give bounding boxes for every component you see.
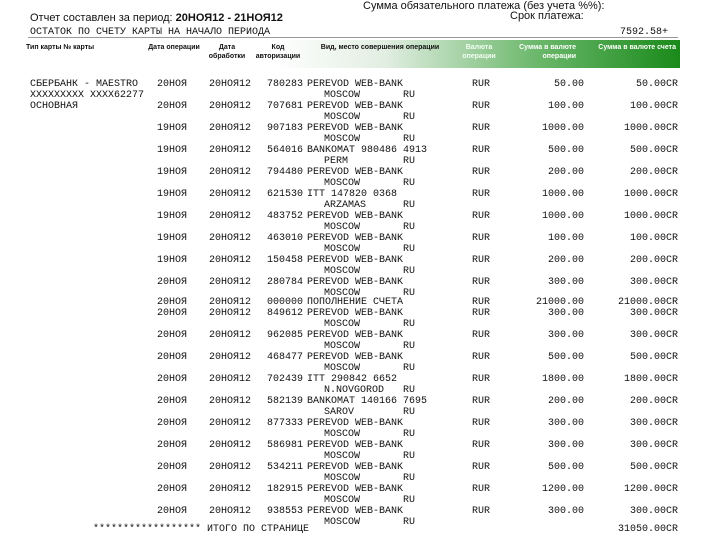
operation-description: PEREVOD WEB-BANK	[307, 506, 404, 517]
amount-operation: 300.00	[547, 308, 584, 319]
amount-account: 100.00CR	[629, 101, 678, 112]
operation-country: RU	[403, 385, 416, 396]
amount-operation: 300.00	[547, 277, 584, 288]
amount-operation: 500.00	[547, 462, 584, 473]
operation-city: MOSCOW	[324, 473, 361, 484]
amount-operation: 500.00	[547, 145, 584, 156]
auth-code: 534211	[267, 462, 304, 473]
amount-account: 500.00CR	[629, 462, 678, 473]
op-date: 20НОЯ	[157, 506, 188, 517]
op-date: 20НОЯ	[157, 101, 188, 112]
op-date: 20НОЯ	[157, 374, 188, 385]
auth-code: 483752	[267, 211, 304, 222]
proc-date: 20НОЯ12	[209, 79, 252, 90]
proc-date: 20НОЯ12	[209, 374, 252, 385]
currency: RUR	[472, 308, 491, 319]
col-card-type: Тип карты № карты	[26, 44, 95, 51]
proc-date: 20НОЯ12	[209, 145, 252, 156]
auth-code: 849612	[267, 308, 304, 319]
operation-description: ПОПОЛНЕНИЕ СЧЕТА	[307, 297, 404, 308]
proc-date: 20НОЯ12	[209, 233, 252, 244]
operation-description: BANKOMAT 140166 7695	[307, 396, 428, 407]
amount-operation: 1000.00	[541, 123, 584, 134]
operation-city: SAROV	[324, 407, 355, 418]
amount-account: 1200.00CR	[623, 484, 678, 495]
auth-code: 707681	[267, 101, 304, 112]
amount-account: 1000.00CR	[623, 189, 678, 200]
operation-country: RU	[403, 266, 416, 277]
operation-description: PEREVOD WEB-BANK	[307, 101, 404, 112]
currency: RUR	[472, 418, 491, 429]
amount-operation: 100.00	[547, 101, 584, 112]
operation-description: PEREVOD WEB-BANK	[307, 123, 404, 134]
amount-operation: 1200.00	[541, 484, 584, 495]
amount-account: 500.00CR	[629, 352, 678, 363]
amount-account: 300.00CR	[629, 506, 678, 517]
amount-account: 1000.00CR	[623, 211, 678, 222]
proc-date: 20НОЯ12	[209, 189, 252, 200]
proc-date: 20НОЯ12	[209, 484, 252, 495]
operation-city: MOSCOW	[324, 90, 361, 101]
op-date: 20НОЯ	[157, 462, 188, 473]
currency: RUR	[472, 506, 491, 517]
proc-date: 20НОЯ12	[209, 352, 252, 363]
currency: RUR	[472, 189, 491, 200]
operation-country: RU	[403, 134, 416, 145]
operation-country: RU	[403, 363, 416, 374]
report-period	[30, 12, 283, 24]
auth-code: 586981	[267, 440, 304, 451]
currency: RUR	[472, 123, 491, 134]
auth-code: 468477	[267, 352, 304, 363]
auth-code: 150458	[267, 255, 304, 266]
operation-country: RU	[403, 288, 416, 299]
currency: RUR	[472, 233, 491, 244]
opening-balance-value: 7592.58+	[620, 27, 669, 38]
operation-city: MOSCOW	[324, 363, 361, 374]
card-kind: ОСНОВНАЯ	[30, 101, 79, 112]
operation-country: RU	[403, 222, 416, 233]
operation-description: PEREVOD WEB-BANK	[307, 440, 404, 451]
amount-account: 200.00CR	[629, 255, 678, 266]
currency: RUR	[472, 255, 491, 266]
report-period-label: Отчет составлен за период:	[30, 12, 173, 24]
amount-operation: 300.00	[547, 440, 584, 451]
operation-description: PEREVOD WEB-BANK	[307, 255, 404, 266]
auth-code: 938553	[267, 506, 304, 517]
currency: RUR	[472, 101, 491, 112]
auth-code: 564016	[267, 145, 304, 156]
amount-account: 300.00CR	[629, 308, 678, 319]
auth-code: 780283	[267, 79, 304, 90]
proc-date: 20НОЯ12	[209, 211, 252, 222]
amount-operation: 1800.00	[541, 374, 584, 385]
amount-account: 21000.00CR	[617, 297, 678, 308]
opening-balance-label: ОСТАТОК ПО СЧЕТУ КАРТЫ НА НАЧАЛО ПЕРИОДА	[30, 27, 271, 38]
proc-date: 20НОЯ12	[209, 167, 252, 178]
page-total-label: ****************** ИТОГО ПО СТРАНИЦЕ	[93, 524, 310, 535]
auth-code: 582139	[267, 396, 304, 407]
operation-description: ITT 147820 0368	[307, 189, 398, 200]
proc-date: 20НОЯ12	[209, 462, 252, 473]
operation-city: MOSCOW	[324, 429, 361, 440]
amount-account: 500.00CR	[629, 145, 678, 156]
amount-account: 300.00CR	[629, 418, 678, 429]
op-date: 20НОЯ	[157, 330, 188, 341]
operation-description: PEREVOD WEB-BANK	[307, 330, 404, 341]
amount-account: 1000.00CR	[623, 123, 678, 134]
operation-description: PEREVOD WEB-BANK	[307, 233, 404, 244]
report-period-value: 20НОЯ12 - 21НОЯ12	[175, 12, 283, 24]
op-date: 19НОЯ	[157, 255, 188, 266]
auth-code: 877333	[267, 418, 304, 429]
operation-city: MOSCOW	[324, 319, 361, 330]
currency: RUR	[472, 330, 491, 341]
operation-city: MOSCOW	[324, 341, 361, 352]
auth-code: 000000	[267, 297, 304, 308]
operation-description: PEREVOD WEB-BANK	[307, 211, 404, 222]
operation-country: RU	[403, 341, 416, 352]
mandatory-payment-label: Сумма обязательного платежа (без учета %%):	[363, 0, 605, 12]
auth-code: 280784	[267, 277, 304, 288]
operation-city: MOSCOW	[324, 495, 361, 506]
proc-date: 20НОЯ12	[209, 418, 252, 429]
operation-country: RU	[403, 156, 416, 167]
proc-date: 20НОЯ12	[209, 277, 252, 288]
amount-operation: 100.00	[547, 233, 584, 244]
operation-description: PEREVOD WEB-BANK	[307, 352, 404, 363]
col-op-date: Дата операции	[148, 44, 200, 51]
operation-city: MOSCOW	[324, 112, 361, 123]
operation-description: PEREVOD WEB-BANK	[307, 79, 404, 90]
operation-country: RU	[403, 90, 416, 101]
col-proc-date: Дата обработки	[208, 44, 246, 60]
currency: RUR	[472, 79, 491, 90]
amount-account: 100.00CR	[629, 233, 678, 244]
currency: RUR	[472, 277, 491, 288]
operation-description: PEREVOD WEB-BANK	[307, 484, 404, 495]
auth-code: 182915	[267, 484, 304, 495]
amount-account: 200.00CR	[629, 167, 678, 178]
amount-account: 1800.00CR	[623, 374, 678, 385]
operation-country: RU	[403, 517, 416, 528]
auth-code: 463010	[267, 233, 304, 244]
operation-description: PEREVOD WEB-BANK	[307, 418, 404, 429]
currency: RUR	[472, 374, 491, 385]
op-date: 20НОЯ	[157, 297, 188, 308]
proc-date: 20НОЯ12	[209, 255, 252, 266]
col-currency: Валюта операции	[462, 44, 496, 60]
op-date: 20НОЯ	[157, 396, 188, 407]
op-date: 20НОЯ	[157, 308, 188, 319]
currency: RUR	[472, 440, 491, 451]
col-amount-acc: Сумма в валюте счета	[598, 44, 676, 51]
operation-city: MOSCOW	[324, 244, 361, 255]
operation-city: PERM	[324, 156, 349, 167]
proc-date: 20НОЯ12	[209, 297, 252, 308]
amount-account: 300.00CR	[629, 277, 678, 288]
operation-city: ARZAMAS	[324, 200, 367, 211]
operation-country: RU	[403, 112, 416, 123]
amount-operation: 200.00	[547, 167, 584, 178]
amount-operation: 200.00	[547, 255, 584, 266]
operation-country: RU	[403, 495, 416, 506]
operation-country: RU	[403, 429, 416, 440]
amount-account: 300.00CR	[629, 440, 678, 451]
currency: RUR	[472, 211, 491, 222]
operation-city: N.NOVGOROD	[324, 385, 385, 396]
op-date: 20НОЯ	[157, 418, 188, 429]
auth-code: 621530	[267, 189, 304, 200]
proc-date: 20НОЯ12	[209, 506, 252, 517]
operation-description: PEREVOD WEB-BANK	[307, 277, 404, 288]
amount-account: 200.00CR	[629, 396, 678, 407]
operation-description: ITT 290842 6652	[307, 374, 398, 385]
auth-code: 702439	[267, 374, 304, 385]
operation-city: MOSCOW	[324, 517, 361, 528]
op-date: 20НОЯ	[157, 352, 188, 363]
card-number: XXXXXXXXX XXXX62277	[30, 90, 145, 101]
proc-date: 20НОЯ12	[209, 330, 252, 341]
auth-code: 907183	[267, 123, 304, 134]
proc-date: 20НОЯ12	[209, 308, 252, 319]
operation-city: MOSCOW	[324, 222, 361, 233]
due-date-label: Срок платежа:	[510, 10, 584, 22]
currency: RUR	[472, 297, 491, 308]
col-place: Вид, место совершения операции	[320, 44, 440, 51]
operation-city: MOSCOW	[324, 178, 361, 189]
amount-operation: 50.00	[553, 79, 584, 90]
currency: RUR	[472, 145, 491, 156]
proc-date: 20НОЯ12	[209, 440, 252, 451]
operation-country: RU	[403, 244, 416, 255]
op-date: 19НОЯ	[157, 211, 188, 222]
auth-code: 794480	[267, 167, 304, 178]
operation-description: PEREVOD WEB-BANK	[307, 167, 404, 178]
operation-description: PEREVOD WEB-BANK	[307, 462, 404, 473]
proc-date: 20НОЯ12	[209, 123, 252, 134]
amount-operation: 21000.00	[535, 297, 584, 308]
operation-city: MOSCOW	[324, 134, 361, 145]
op-date: 19НОЯ	[157, 189, 188, 200]
operation-city: MOSCOW	[324, 451, 361, 462]
auth-code: 962085	[267, 330, 304, 341]
operation-description: BANKOMAT 980486 4913	[307, 145, 428, 156]
operation-country: RU	[403, 200, 416, 211]
col-amount-op: Сумма в валюте операции	[519, 44, 576, 60]
proc-date: 20НОЯ12	[209, 396, 252, 407]
card-type: СБЕРБАНК - MAESTRO	[30, 79, 139, 90]
op-date: 19НОЯ	[157, 123, 188, 134]
amount-account: 300.00CR	[629, 330, 678, 341]
amount-operation: 300.00	[547, 330, 584, 341]
amount-operation: 1000.00	[541, 189, 584, 200]
amount-account: 50.00CR	[635, 79, 678, 90]
op-date: 20НОЯ	[157, 484, 188, 495]
table-header	[24, 40, 680, 68]
page-total-value: 31050.00CR	[618, 524, 679, 535]
op-date: 20НОЯ	[157, 79, 188, 90]
op-date: 20НОЯ	[157, 440, 188, 451]
operation-city: MOSCOW	[324, 288, 361, 299]
op-date: 19НОЯ	[157, 167, 188, 178]
operation-country: RU	[403, 319, 416, 330]
amount-operation: 300.00	[547, 418, 584, 429]
amount-operation: 200.00	[547, 396, 584, 407]
op-date: 19НОЯ	[157, 233, 188, 244]
balance-divider	[28, 37, 678, 38]
currency: RUR	[472, 167, 491, 178]
operation-country: RU	[403, 178, 416, 189]
amount-operation: 500.00	[547, 352, 584, 363]
operation-country: RU	[403, 407, 416, 418]
currency: RUR	[472, 484, 491, 495]
op-date: 20НОЯ	[157, 277, 188, 288]
amount-operation: 300.00	[547, 506, 584, 517]
currency: RUR	[472, 396, 491, 407]
operation-city: MOSCOW	[324, 266, 361, 277]
operation-country: RU	[403, 473, 416, 484]
proc-date: 20НОЯ12	[209, 101, 252, 112]
currency: RUR	[472, 462, 491, 473]
col-auth-code: Код авторизации	[255, 44, 301, 60]
op-date: 19НОЯ	[157, 145, 188, 156]
operation-country: RU	[403, 451, 416, 462]
operation-description: PEREVOD WEB-BANK	[307, 308, 404, 319]
currency: RUR	[472, 352, 491, 363]
amount-operation: 1000.00	[541, 211, 584, 222]
